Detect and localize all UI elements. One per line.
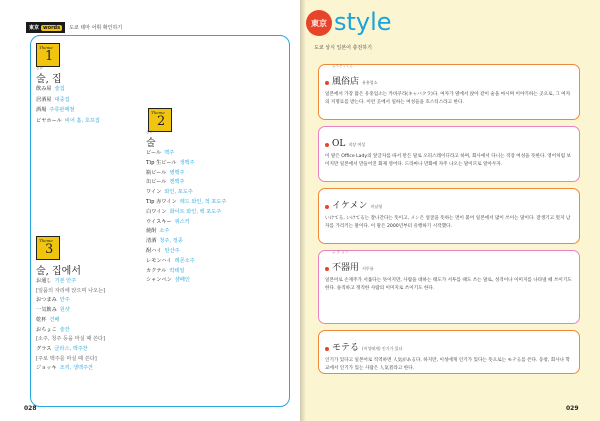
vocab-item: [146, 150, 174, 157]
vocab-japanese: 焼酎: [146, 228, 157, 235]
vocab-korean: 위스키: [174, 218, 190, 225]
vocab-korean: 술집: [54, 86, 65, 92]
bullet-icon: [325, 347, 329, 351]
vocab-item: [36, 97, 70, 104]
left-header: [26, 21, 122, 33]
vocab-korean: 원샷: [59, 307, 70, 314]
theme-1-badge: Theme 1: [36, 43, 60, 67]
bullet-icon: [325, 143, 329, 147]
vocab-korean: 레드 와인, 적 포도주: [179, 199, 227, 205]
vocab-item: [36, 107, 74, 114]
vocab-korean: 맥주: [164, 150, 175, 156]
bullet-icon: [325, 205, 329, 209]
vocab-japanese: 酒場: [36, 107, 47, 113]
term-meaning: 미남형: [370, 204, 383, 209]
vocab-korean: 화이트 와인, 백 포도주: [169, 208, 222, 215]
vocab-item: [146, 199, 226, 206]
vocab-korean: 와인, 포도주: [164, 189, 193, 196]
term-description: 일본어로 손재주가 서툴다는 뜻이지만, 사람을 대하는 태도가 서투를 때도 쓰는 말로, 성격이나 이미지를 나타낼 때 쓰이기도 한다. 솔직하고 정직한 사람의 이미지로 쓰이기도 한다.: [325, 278, 572, 291]
theme-3-heading: 술, 집에서: [36, 266, 81, 277]
term-title: 風俗店: [332, 77, 360, 87]
term-title: モテる: [332, 343, 360, 353]
vocab-korean: 조끼, 생맥주잔: [59, 365, 94, 372]
vocab-japanese: おつまみ: [36, 297, 57, 304]
vocab-korean: 비어 홀, 호프집: [64, 117, 100, 124]
vocab-korean: 청주, 정종: [159, 238, 183, 245]
term-card: [318, 250, 580, 324]
style-logo: style: [334, 8, 392, 36]
term-wrap: [332, 64, 360, 88]
term-card-header: [325, 64, 573, 88]
term-description: 일본에서 가장 많은 유흥업소는 카바쿠라(キャバクラ)다. 여자가 옆에서 앉아 같이 술을 마시며 이야기하는 곳으로, 그 여자의 지명료를 받는다. 이런 곳에서 일하는 여성들을 호스티스라고 한다.: [325, 92, 571, 105]
vocab-korean: 샴페인: [174, 277, 190, 284]
vocab-japanese: 飲み屋: [36, 86, 52, 92]
vocab-japanese: グラス: [36, 345, 52, 352]
term-description: いけてる, いけてる는 잘나간다는 뜻이고, メン은 얼굴을 뜻하는 면이 붙어 일본에서 많이 쓰이는 말이다. 잘생기고 멋지 남자를 가리키는 말이다. 이 말은 2000년부터 유행하기 시작했다.: [325, 216, 571, 229]
term-title: OL: [332, 139, 346, 149]
vocab-item: [146, 170, 185, 177]
vocab-item: [36, 307, 70, 314]
vocab-item: [146, 219, 190, 226]
vocab-korean: 주류판매점: [49, 107, 75, 113]
section-subtitle: 도쿄 테마 어휘 확인하기: [69, 24, 123, 31]
vocab-japanese: 清酒: [146, 238, 157, 245]
theme-2-ruby: さけ: [146, 130, 153, 134]
vocab-japanese: 酎ハイ: [146, 248, 162, 254]
term-wrap: [332, 335, 359, 354]
term-wrap: [332, 131, 345, 150]
vocab-item: [36, 317, 59, 324]
vocab-korean: 건배: [49, 316, 60, 323]
vocab-japanese: 乾杯: [36, 316, 47, 323]
vocab-japanese: 白ワイン: [146, 208, 167, 215]
vocab-japanese: ジョッキ: [36, 365, 57, 372]
vocab-japanese: 居酒屋: [36, 96, 52, 103]
vocab-item: [36, 346, 88, 353]
theme-1-heading: 술, 집: [36, 74, 62, 85]
vocab-japanese: ウイスキー: [146, 218, 172, 225]
term-ruby: ふうぞくてん: [332, 64, 353, 68]
vocab-korean: 대중집: [54, 96, 70, 103]
term-ruby: ぶ き よう: [332, 250, 349, 254]
term-wrap: [332, 193, 367, 212]
vocab-item: [146, 228, 169, 235]
term-card: [318, 330, 580, 374]
vocab-korean: 병맥주: [169, 169, 185, 176]
term-description: 이 말은 Office Lady의 앞글자를 따서 만든 말로 오피스레이디라고 하며, 회사에서 다니는 직장 여성을 뜻한다. 영어처럼 보이지만 일본에서 만들어진 화제 영어다. 드라마나 만화에 자주 나오는 말이므로 알아두자.: [325, 154, 571, 167]
vocab-item: [36, 336, 105, 343]
vocab-item: [36, 356, 97, 363]
theme-2-badge: Theme 2: [148, 108, 172, 132]
vocab-japanese: ワイン: [146, 189, 162, 196]
page-number-right: 029: [566, 405, 579, 412]
term-card-header: [325, 250, 573, 274]
term-title: 不器用: [332, 263, 360, 273]
tokyo-logo: 東京: [306, 10, 332, 36]
vocab-item: [36, 297, 70, 304]
vocab-japanese: ビヤホール: [36, 117, 62, 124]
vocab-korean: 탄산주: [164, 248, 180, 254]
term-card-header: [325, 131, 573, 150]
term-meaning: 서투름: [362, 266, 374, 271]
vocab-japanese: カクテル: [146, 267, 167, 274]
term-meaning: (이성에게) 인기가 있다: [362, 346, 403, 351]
vocab-japanese: ビール: [146, 150, 162, 156]
vocab-japanese: Tip 生ビール: [146, 159, 177, 166]
term-card: [318, 126, 580, 182]
vocab-korean: 소주: [159, 228, 170, 235]
vocab-item: [146, 160, 195, 167]
term-meaning: 유흥업소: [362, 80, 378, 85]
vocab-item: [146, 268, 185, 275]
page-edge: [0, 0, 18, 421]
vocab-item: [146, 258, 195, 265]
vocab-item: [146, 179, 185, 186]
vocab-item: [36, 86, 65, 93]
right-subtitle: 도쿄 상식 일본어 충전하기: [314, 45, 372, 51]
vocab-item: [36, 327, 70, 334]
vocab-item: [146, 277, 190, 284]
vocab-korean: 글라스, 맥주잔: [54, 345, 88, 352]
term-title: イケメン: [332, 201, 368, 211]
vocab-japanese: Tip 赤ワイン: [146, 199, 177, 205]
vocab-japanese: 缶ビール: [146, 179, 167, 186]
vocab-item: [146, 209, 221, 216]
vocab-note: [일품의 자리에 앉으며 나오는]: [36, 287, 106, 294]
vocab-korean: 생맥주: [179, 159, 195, 166]
vocab-item: [36, 278, 76, 285]
vocab-korean: 칵테일: [169, 267, 185, 274]
vocab-korean: 캔맥주: [169, 179, 185, 186]
vocab-japanese: 一気飲み: [36, 307, 57, 314]
vocab-item: [36, 118, 100, 125]
theme-3-badge: Theme 3: [36, 236, 60, 260]
vocab-korean: 기본 안주: [54, 278, 77, 284]
vocab-japanese: 瓶ビール: [146, 169, 167, 176]
term-wrap: [332, 250, 360, 274]
term-card: [318, 188, 580, 244]
vocab-japanese: シャンペン: [146, 277, 172, 284]
page-number-left: 028: [24, 405, 37, 412]
bullet-icon: [325, 81, 329, 85]
vocab-korean: 술잔: [59, 326, 70, 333]
bullet-icon: [325, 267, 329, 271]
vocab-item: [36, 288, 105, 295]
vocab-korean: 레몬소주: [174, 257, 195, 264]
vocab-note: [주로 맥주를 마실 때 쓴다]: [36, 355, 97, 362]
term-card: [318, 64, 580, 120]
theme-2-heading: 술: [146, 138, 156, 149]
vocab-item: [36, 365, 93, 372]
section-tag: 東京 words: [26, 22, 65, 33]
vocab-japanese: レモンハイ: [146, 257, 172, 264]
term-meaning: 직장 여성: [348, 142, 366, 147]
term-card-header: [325, 193, 573, 212]
vocab-item: [146, 189, 193, 196]
theme-1-ruby: さけ: [36, 66, 43, 70]
book-gutter: [300, 0, 306, 421]
term-description: 인기가 있다고 일본어로 직역하면 人気がある다. 하지만, 이성에게 인기가 있다는 뜻으로는 モテる를 쓴다. 동창, 회사나 학교에서 인기가 있는 사람은 人気者라고 한다.: [325, 358, 570, 371]
vocab-item: [146, 248, 180, 255]
vocab-item: [146, 238, 183, 245]
term-card-header: [325, 335, 573, 354]
vocab-japanese: お通し: [36, 278, 52, 284]
vocab-note: [소주, 청주 등을 마실 때 쓴다]: [36, 336, 106, 343]
vocab-japanese: おちょこ: [36, 326, 57, 333]
vocab-korean: 안주: [59, 297, 70, 304]
